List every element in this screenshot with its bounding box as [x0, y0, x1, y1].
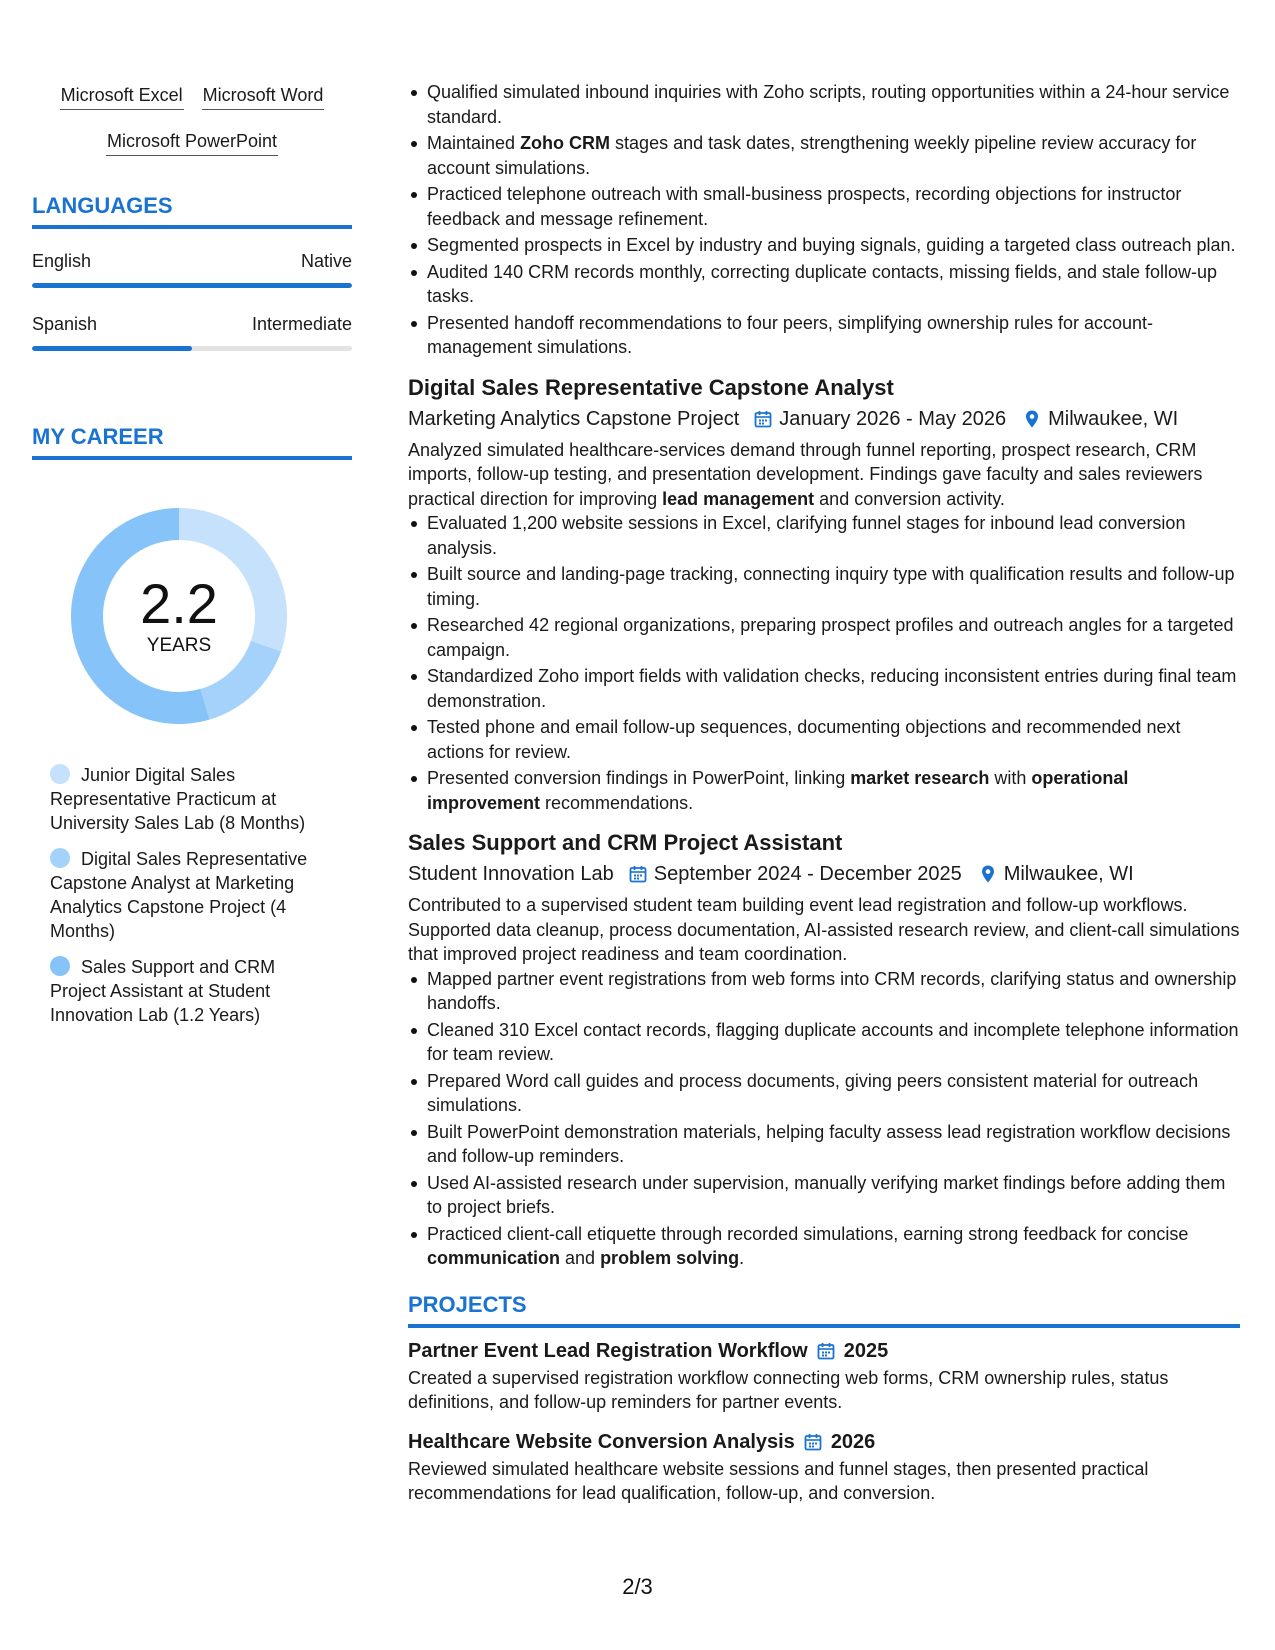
career-legend-label: Digital Sales Representative Capstone Analyst at Marketing Analytics Capstone Project (4 Months)	[50, 849, 308, 941]
projects-heading: PROJECTS	[408, 1291, 1240, 1328]
project-entry	[408, 1338, 1240, 1415]
bullet-item: Presented conversion findings in PowerPoint, linking market research with operational improvement recommendations.	[408, 766, 1240, 815]
page-number: 2/3	[622, 1574, 653, 1599]
bullet-item: Audited 140 CRM records monthly, correcting duplicate contacts, missing fields, and stale follow-up tasks.	[408, 260, 1240, 309]
calendar-icon	[816, 1341, 836, 1361]
legend-dot	[50, 764, 70, 784]
projects-list	[408, 1338, 1240, 1506]
skill-tag: Microsoft Word	[202, 82, 325, 110]
career-legend-item	[50, 847, 320, 943]
bullet-item: Maintained Zoho CRM stages and task dates, strengthening weekly pipeline review accuracy for account simulations.	[408, 131, 1240, 180]
bullet-item: Tested phone and email follow-up sequences, documenting objections and recommended next actions for review.	[408, 715, 1240, 764]
job-dates: January 2026 - May 2026	[779, 407, 1007, 430]
project-description: Created a supervised registration workflow connecting web forms, CRM ownership rules, status definitions, and follow-up reminders for partner events.	[408, 1367, 1169, 1412]
language-level: Intermediate	[251, 314, 352, 334]
career-legend-label: Sales Support and CRM Project Assistant at Student Innovation Lab (1.2 Years)	[50, 957, 276, 1025]
job-description: Contributed to a supervised student team building event lead registration and follow-up workflows. Supported data cleanup, process documentation, AI-assisted research review, and client-call simulations that improved project readiness and team coordination.	[408, 895, 1240, 964]
bullet-item: Segmented prospects in Excel by industry and buying signals, guiding a targeted class outreach plan.	[408, 233, 1240, 258]
skill-tag: Microsoft Excel	[60, 82, 184, 110]
job-organization: Student Innovation Lab	[408, 863, 614, 885]
main-content	[408, 80, 1240, 1506]
job-meta	[408, 405, 1240, 433]
job-title: Sales Support and CRM Project Assistant	[408, 830, 843, 855]
location-pin-icon	[978, 864, 998, 884]
bullet-item: Prepared Word call guides and process documents, giving peers consistent material for outreach simulations.	[408, 1069, 1240, 1118]
calendar-icon	[753, 409, 773, 429]
bullet-item: Built PowerPoint demonstration materials, helping faculty assess lead registration workflow decisions and follow-up reminders.	[408, 1120, 1240, 1169]
career-donut-chart	[64, 501, 294, 731]
bullet-item: Researched 42 regional organizations, preparing prospect profiles and outreach angles for a targeted campaign.	[408, 613, 1240, 662]
skill-tag: Microsoft PowerPoint	[106, 128, 278, 156]
sidebar	[32, 82, 352, 1039]
bullet-item: Qualified simulated inbound inquiries with Zoho scripts, routing opportunities within a 24-hour service standard.	[408, 80, 1240, 129]
language-name: English	[32, 251, 92, 271]
bullet-item: Evaluated 1,200 website sessions in Excel, clarifying funnel stages for inbound lead conversion analysis.	[408, 511, 1240, 560]
legend-dot	[50, 956, 70, 976]
job-title: Digital Sales Representative Capstone Analyst	[408, 374, 894, 400]
bullet-item: Used AI-assisted research under supervision, manually verifying market findings before adding them to project briefs.	[408, 1171, 1240, 1220]
bullet-item: Presented handoff recommendations to four peers, simplifying ownership rules for account-management simulations.	[408, 311, 1240, 360]
job-meta	[408, 860, 1240, 888]
job-organization: Marketing Analytics Capstone Project	[408, 407, 740, 430]
experience-bullets	[408, 80, 1240, 360]
language-name: Spanish	[32, 314, 98, 334]
career-unit: YEARS	[146, 635, 212, 656]
project-title-row	[408, 1429, 1240, 1455]
job-entry	[408, 829, 1240, 1271]
career-heading: MY CAREER	[32, 423, 352, 460]
project-title: Partner Event Lead Registration Workflow	[408, 1339, 808, 1362]
bullet-item: Practiced telephone outreach with small-business prospects, recording objections for instructor feedback and message refinement.	[408, 182, 1240, 231]
job-location: Milwaukee, WI	[1003, 863, 1134, 885]
job-location: Milwaukee, WI	[1048, 407, 1179, 430]
language-proficiency-fill	[32, 283, 352, 288]
bullet-item: Built source and landing-page tracking, connecting inquiry type with qualification results and follow-up timing.	[408, 562, 1240, 611]
job-description: Analyzed simulated healthcare-services demand through funnel reporting, prospect research, CRM imports, follow-up testing, and presentation development. Findings gave faculty and sales reviewers practical direction for improving lead management and conversion activity.	[408, 439, 1203, 509]
skills-section	[32, 82, 352, 156]
languages-list	[32, 249, 352, 351]
job-entry	[408, 374, 1240, 816]
job-bullets	[408, 511, 1240, 815]
language-proficiency-bar	[32, 346, 352, 351]
project-description: Reviewed simulated healthcare website sessions and funnel stages, then presented practical recommendations for lead qualification, follow-up, and conversion.	[408, 1458, 1149, 1503]
job-dates: September 2024 - December 2025	[653, 863, 962, 885]
career-legend	[32, 763, 352, 1027]
donut-center	[64, 501, 294, 731]
project-entry	[408, 1429, 1240, 1506]
project-year: 2026	[830, 1430, 876, 1453]
legend-dot	[50, 848, 70, 868]
calendar-icon	[628, 864, 648, 884]
career-legend-item	[50, 955, 320, 1027]
languages-heading: LANGUAGES	[32, 192, 352, 229]
bullet-item: Cleaned 310 Excel contact records, flagging duplicate accounts and incomplete telephone information for team review.	[408, 1018, 1240, 1067]
language-proficiency-fill	[32, 346, 192, 351]
language-proficiency-bar	[32, 283, 352, 288]
language-item	[32, 312, 352, 351]
project-year: 2025	[843, 1339, 889, 1362]
career-legend-label: Junior Digital Sales Representative Practicum at University Sales Lab (8 Months)	[50, 765, 306, 833]
career-legend-item	[50, 763, 320, 835]
project-title-row	[408, 1338, 1240, 1364]
bullet-item: Standardized Zoho import fields with validation checks, reducing inconsistent entries during final team demonstration.	[408, 664, 1240, 713]
job-bullets	[408, 967, 1240, 1271]
language-level: Native	[300, 251, 352, 271]
career-total: 2.2	[140, 572, 218, 635]
project-title: Healthcare Website Conversion Analysis	[408, 1430, 795, 1453]
location-pin-icon	[1022, 409, 1042, 429]
language-item	[32, 249, 352, 288]
bullet-item: Mapped partner event registrations from web forms into CRM records, clarifying status and ownership handoffs.	[408, 967, 1240, 1016]
calendar-icon	[803, 1432, 823, 1452]
bullet-item: Practiced client-call etiquette through recorded simulations, earning strong feedback for concise communication and problem solving.	[408, 1222, 1240, 1271]
